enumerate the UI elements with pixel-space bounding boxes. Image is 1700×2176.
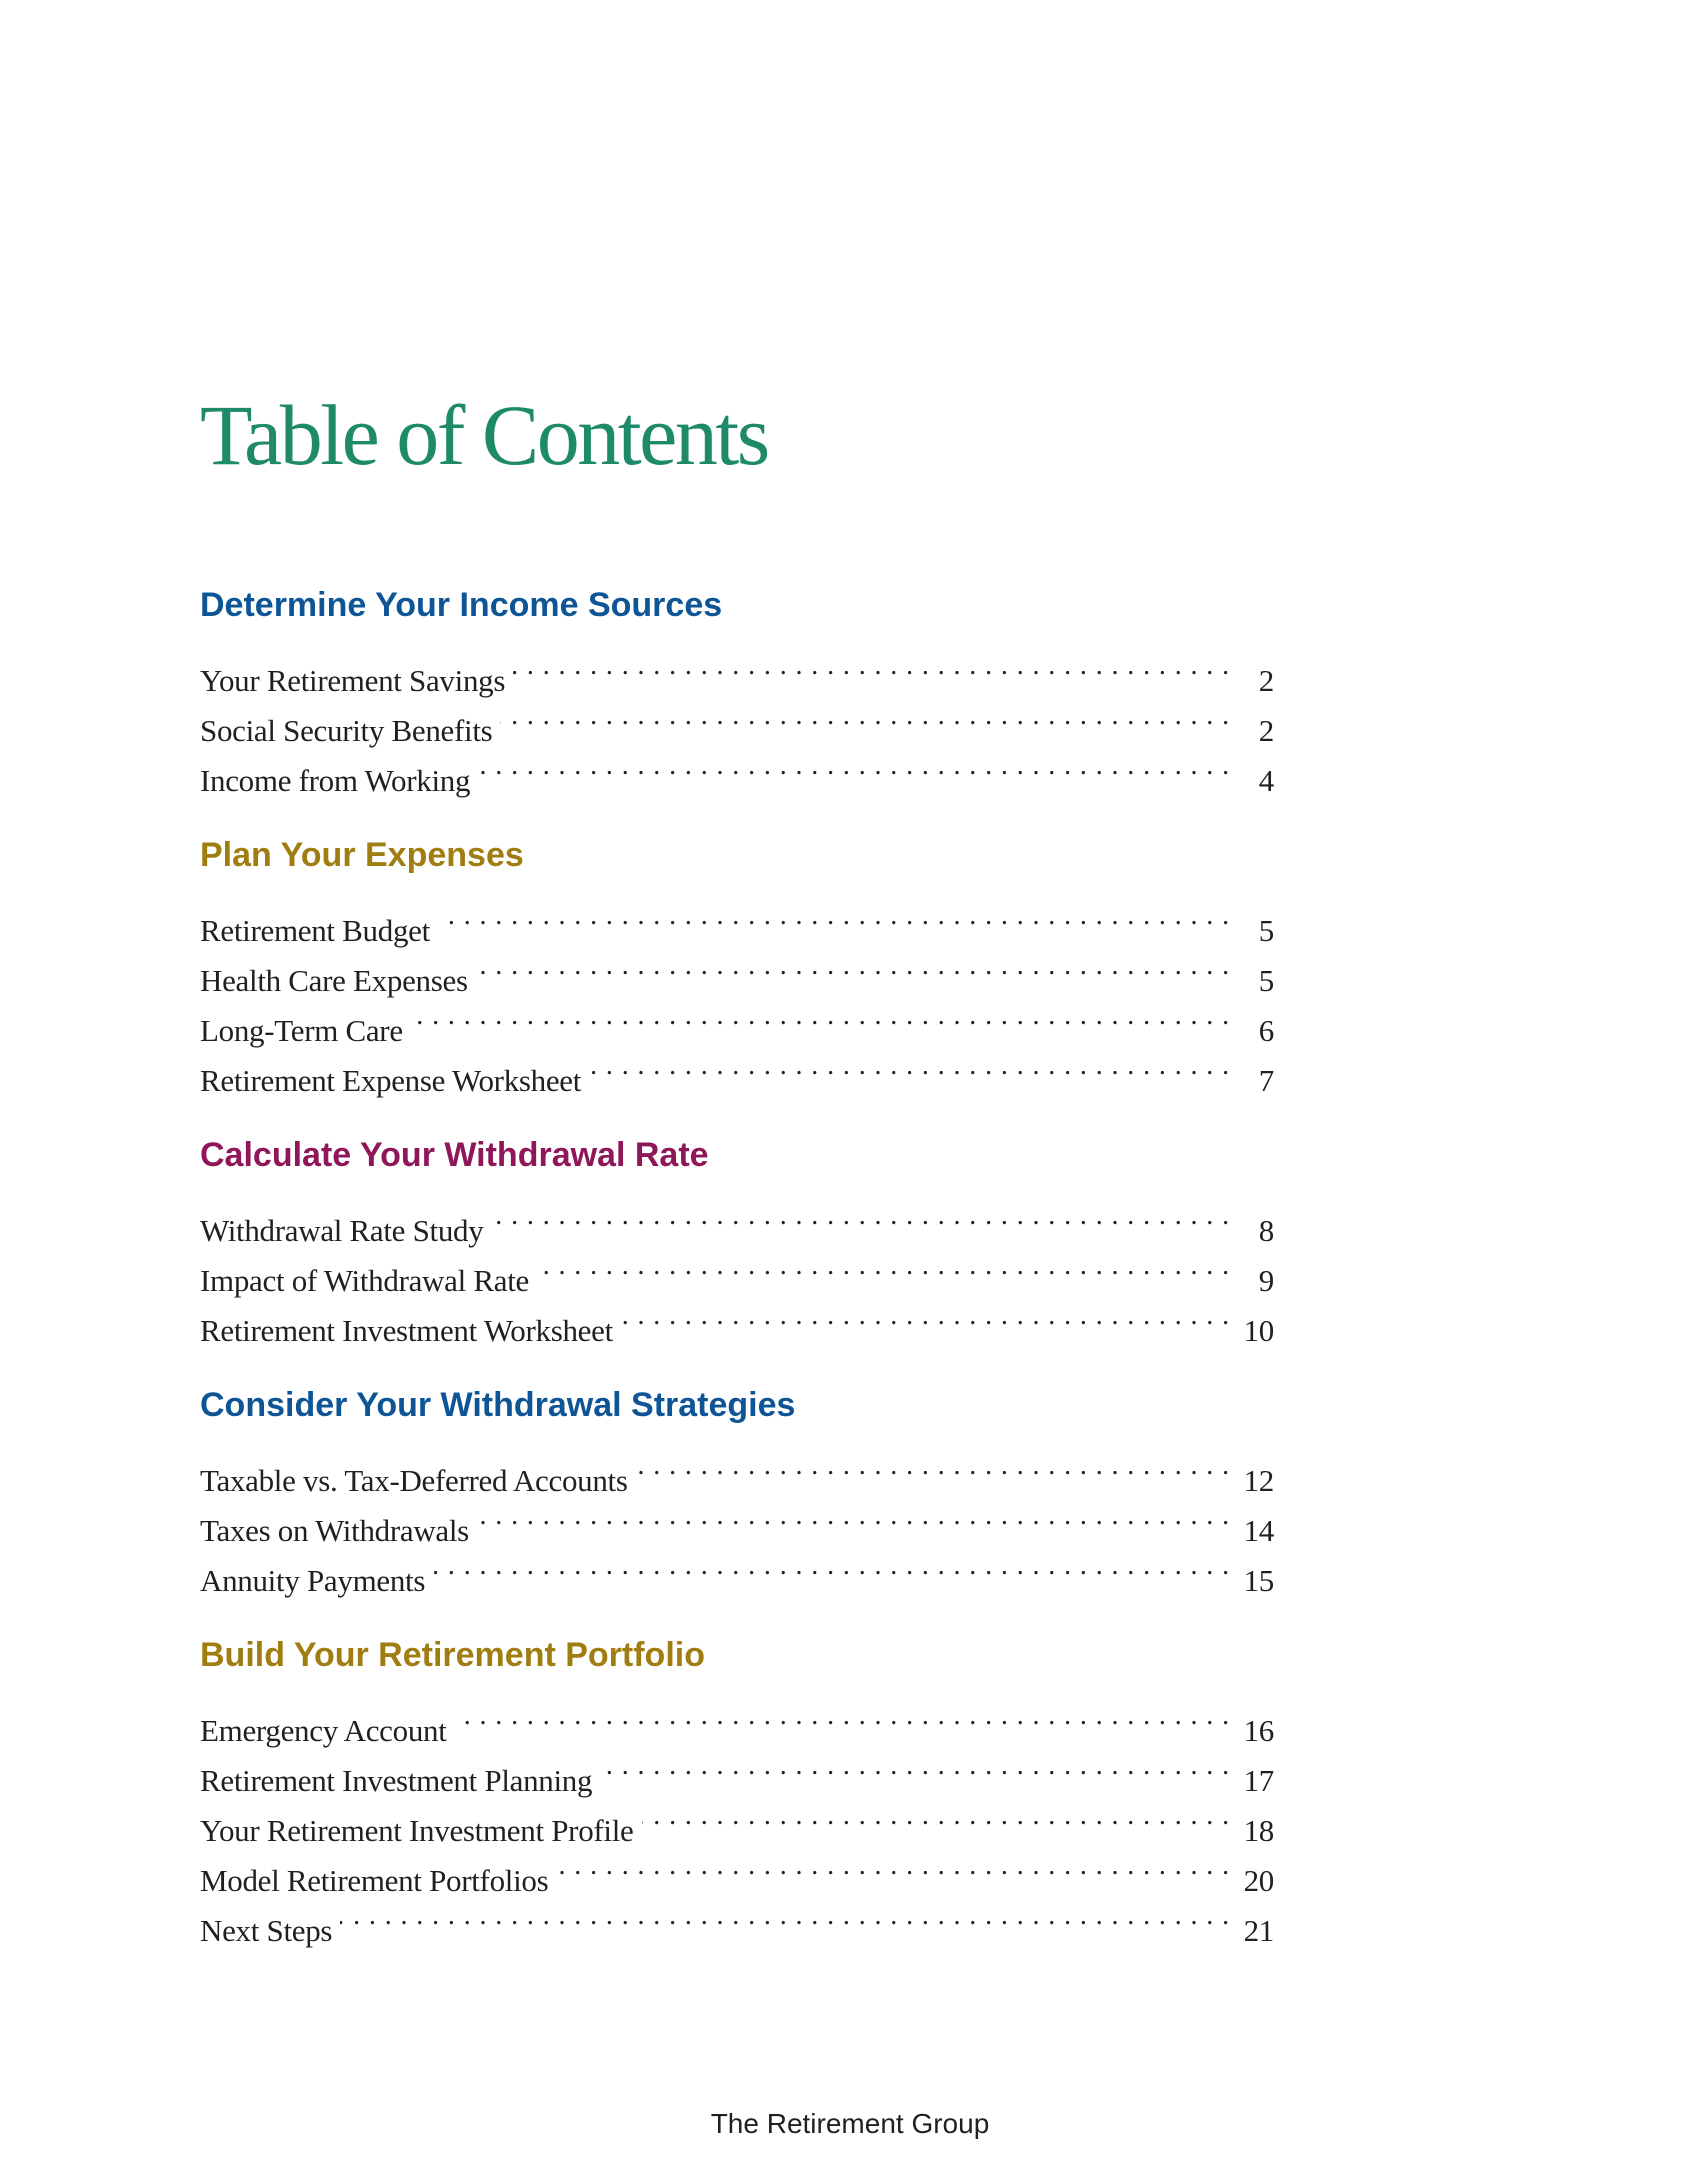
dot-leader <box>636 1441 1230 1491</box>
dot-leader <box>642 1791 1230 1841</box>
toc-entry-page-number: 16 <box>1243 1713 1274 1748</box>
toc-section <box>200 1125 1274 1348</box>
toc-entry-page-number: 5 <box>1258 913 1274 948</box>
toc-entry-label: Withdrawal Rate Study <box>200 1213 484 1248</box>
toc-section <box>200 825 1274 1098</box>
toc-entry[interactable] <box>200 1191 1274 1248</box>
toc-entry-label: Your Retirement Savings <box>200 663 506 698</box>
toc-entry-label: Taxable vs. Tax-Deferred Accounts <box>200 1463 628 1498</box>
toc-entry-page-number: 8 <box>1258 1213 1274 1248</box>
toc-entry-page-number: 6 <box>1258 1013 1274 1048</box>
toc-entry-page-number: 10 <box>1243 1313 1274 1348</box>
toc-entry-label: Retirement Budget <box>200 913 430 948</box>
toc-entry-page-number: 2 <box>1258 713 1274 748</box>
toc-entry-label: Your Retirement Investment Profile <box>200 1813 634 1848</box>
toc-entry[interactable] <box>200 1891 1274 1948</box>
toc-entry-label: Health Care Expenses <box>200 963 468 998</box>
toc-entry-label: Social Security Benefits <box>200 713 493 748</box>
dot-leader <box>537 1241 1230 1291</box>
section-heading: Plan Your Expenses <box>200 836 524 874</box>
toc-entry[interactable] <box>200 1441 1274 1498</box>
toc-entry-page-number: 14 <box>1243 1513 1274 1548</box>
toc-entry-label: Emergency Account <box>200 1713 447 1748</box>
toc-entry-label: Model Retirement Portfolios <box>200 1863 549 1898</box>
toc-entry[interactable] <box>200 891 1274 948</box>
section-heading: Consider Your Withdrawal Strategies <box>200 1386 796 1424</box>
section-heading: Calculate Your Withdrawal Rate <box>200 1136 709 1174</box>
toc-entry-label: Taxes on Withdrawals <box>200 1513 469 1548</box>
dot-leader <box>600 1741 1230 1791</box>
toc-entry-label: Retirement Investment Planning <box>200 1763 593 1798</box>
section-heading: Determine Your Income Sources <box>200 586 723 624</box>
toc-section <box>200 1625 1274 1948</box>
dot-leader <box>433 1541 1230 1591</box>
dot-leader <box>513 641 1230 691</box>
toc-entry-page-number: 5 <box>1258 963 1274 998</box>
dot-leader <box>477 1491 1230 1541</box>
table-of-contents <box>200 575 1274 1975</box>
toc-entry[interactable] <box>200 641 1274 698</box>
footer-text: The Retirement Group <box>710 2108 990 2139</box>
toc-entry-page-number: 21 <box>1243 1913 1274 1948</box>
toc-entry-page-number: 17 <box>1243 1763 1274 1798</box>
dot-leader <box>478 741 1230 791</box>
toc-entry-page-number: 2 <box>1258 663 1274 698</box>
dot-leader <box>621 1291 1230 1341</box>
toc-entry-label: Impact of Withdrawal Rate <box>200 1263 529 1298</box>
dot-leader <box>589 1041 1230 1091</box>
toc-entry-label: Retirement Investment Worksheet <box>200 1313 613 1348</box>
toc-entry-label: Income from Working <box>200 763 471 798</box>
dot-leader <box>556 1841 1230 1891</box>
toc-entry-label: Long-Term Care <box>200 1013 403 1048</box>
toc-entry-page-number: 12 <box>1243 1463 1274 1498</box>
toc-entry-page-number: 15 <box>1243 1563 1274 1598</box>
dot-leader <box>476 941 1230 991</box>
dot-leader <box>455 1691 1230 1741</box>
dot-leader <box>500 691 1230 741</box>
toc-entry-page-number: 7 <box>1258 1063 1274 1098</box>
toc-entry-label: Retirement Expense Worksheet <box>200 1063 582 1098</box>
toc-entry-label: Next Steps <box>200 1913 333 1948</box>
dot-leader <box>340 1891 1230 1941</box>
toc-entry-label: Annuity Payments <box>200 1563 426 1598</box>
toc-entry-page-number: 9 <box>1258 1263 1274 1298</box>
toc-entry[interactable] <box>200 1691 1274 1748</box>
dot-leader <box>411 991 1230 1041</box>
dot-leader <box>491 1191 1230 1241</box>
toc-entry-page-number: 20 <box>1243 1863 1274 1898</box>
toc-entry-page-number: 4 <box>1258 763 1274 798</box>
section-heading: Build Your Retirement Portfolio <box>200 1636 705 1674</box>
toc-section <box>200 575 1274 798</box>
page-title: Table of Contents <box>200 387 768 483</box>
toc-section <box>200 1375 1274 1598</box>
toc-entry-page-number: 18 <box>1243 1813 1274 1848</box>
dot-leader <box>438 891 1230 941</box>
